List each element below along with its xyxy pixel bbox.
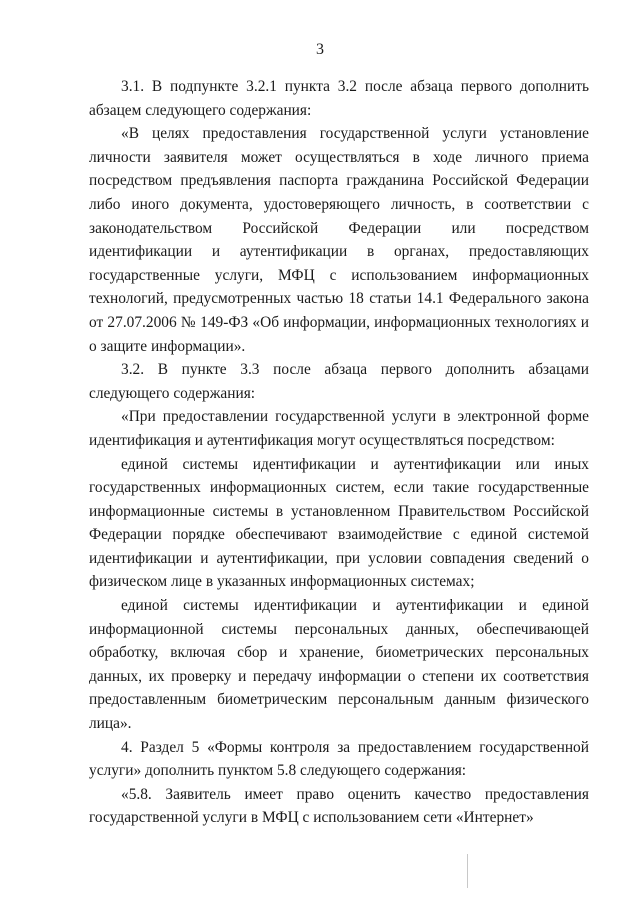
scan-mark — [467, 854, 468, 888]
paragraph-3-2-content-item-2: единой системы идентификации и аутентификации и единой информационной системы персональных данных, обеспечивающей обработку, включая сбор и хранение, биометрических персональных данных, их проверку и передачу информации о степени их соответствия предоставленным биометрическим персональным данным физического лица». — [89, 597, 589, 733]
paragraph-4: 4. Раздел 5 «Формы контроля за предоставлением государственной услуги» дополнить пунктом 5.8 следующего содержания: — [89, 738, 589, 780]
paragraph-3-1: 3.1. В подпункте 3.2.1 пункта 3.2 после абзаца первого дополнить абзацем следующего содержания: — [89, 78, 589, 119]
paragraph-3-2-content-item-1: единой системы идентификации и аутентификации или иных государственных информационных систем, если такие государственные информационные системы в установленном Правительством Российской Федерации порядке обеспечивают взаимодействие с единой системой идентификации и аутентификации, при условии совпадения сведений о физическом лице в указанных информационных системах; — [89, 455, 589, 591]
document-body — [89, 75, 589, 830]
paragraph-3-2: 3.2. В пункте 3.3 после абзаца первого дополнить абзацами следующего содержания: — [89, 361, 589, 402]
paragraph-3-2-content-intro: «При предоставлении государственной услуги в электронной форме идентификация и аутентификация могут осуществляться посредством: — [89, 408, 589, 449]
paragraph-5-8: «5.8. Заявитель имеет право оценить качество предоставления государственной услуги в МФЦ с использованием сети «Интернет» — [89, 785, 589, 827]
page-number: 3 — [316, 41, 324, 58]
paragraph-3-1-content: «В целях предоставления государственной услуги установление личности заявителя может осуществляться в ходе личного приема посредством предъявления паспорта гражданина Российской Федерации либо иного документа, удостоверяющего личность, в соответствии с законодательством Российской Федерации или посредством идентификации и аутентификации в органах, предоставляющих государственные услуги, МФЦ с использованием информационных технологий, предусмотренных частью 18 статьи 14.1 Федерального закона от 27.07.2006 № 149-ФЗ «Об информации, информационных технологиях и о защите информации». — [89, 125, 589, 355]
